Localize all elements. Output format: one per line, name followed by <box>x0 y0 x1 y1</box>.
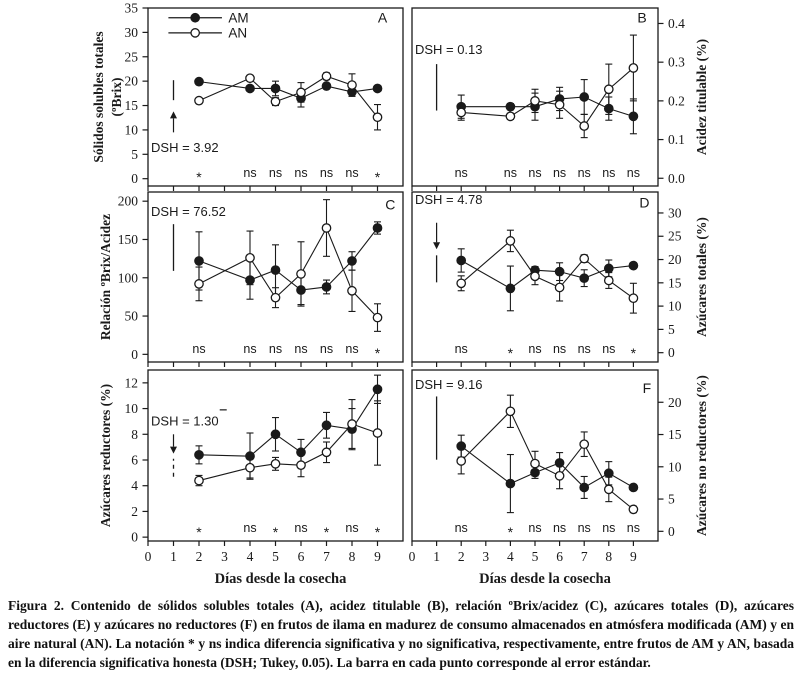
data-point-AN <box>605 85 613 93</box>
x-tick-label: 9 <box>374 549 381 564</box>
y-tick-label: 0.0 <box>668 170 685 186</box>
data-point-AN <box>195 280 203 288</box>
data-point-AN <box>271 293 279 301</box>
significance-marker: ns <box>345 166 359 180</box>
data-point-AN <box>373 113 381 121</box>
data-point-AN <box>195 96 203 104</box>
data-point-AM <box>580 93 588 101</box>
x-tick-label: 5 <box>272 549 279 564</box>
significance-marker: ns <box>345 342 359 356</box>
significance-marker: ns <box>577 342 591 356</box>
legend-label-AN: AN <box>228 25 248 41</box>
y-tick-label: 0.3 <box>668 54 685 70</box>
y-tick-label: 10 <box>124 401 138 417</box>
x-tick-label: 5 <box>531 549 539 564</box>
data-point-AN <box>246 464 254 472</box>
y-tick-label: 30 <box>668 205 682 221</box>
data-point-AN <box>348 81 356 89</box>
y-tick-label: 20 <box>124 73 138 89</box>
data-point-AN <box>246 74 254 82</box>
significance-marker: ns <box>626 166 641 180</box>
y-tick-label: 0 <box>668 523 675 539</box>
legend-marker-AN <box>191 29 199 37</box>
x-tick-label: 1 <box>170 549 177 564</box>
y-tick-label: 8 <box>131 426 138 442</box>
x-tick-label: 8 <box>605 549 613 564</box>
y-tick-label: 12 <box>124 375 138 391</box>
panel-label-B: B <box>637 9 647 26</box>
data-point-AM <box>605 469 613 477</box>
data-point-AM <box>271 84 279 92</box>
data-point-AM <box>580 483 588 491</box>
data-point-AN <box>322 224 330 232</box>
panel-F <box>409 370 709 564</box>
significance-marker: ns <box>552 166 567 180</box>
data-point-AN <box>506 112 514 120</box>
significance-marker: ns <box>528 166 542 180</box>
y-tick-label: 200 <box>117 193 138 209</box>
y-tick-label: 10 <box>124 122 138 138</box>
data-point-AN <box>531 272 539 280</box>
data-point-AM <box>457 256 465 264</box>
data-point-AM <box>195 77 203 85</box>
data-point-AM <box>246 84 254 92</box>
y-tick-label: 30 <box>124 24 138 40</box>
y-axis-title-C: Relación ºBrix/Acidez <box>98 213 113 341</box>
y-axis-title-E: Azúcares reductores (%) <box>98 383 113 528</box>
data-point-AN <box>322 448 330 456</box>
significance-marker: * <box>374 345 381 361</box>
x-tick-label: 1 <box>433 549 440 564</box>
y-tick-label: 2 <box>131 503 138 519</box>
data-point-AM <box>348 257 356 265</box>
data-point-AN <box>605 485 613 493</box>
data-point-AN <box>457 457 465 465</box>
dsh-label-D: DSH = 4.78 <box>414 191 483 207</box>
y-tick-label: 25 <box>668 228 682 244</box>
data-point-AM <box>506 284 514 292</box>
data-point-AN <box>531 459 539 467</box>
x-tick-label: 8 <box>348 549 356 564</box>
significance-marker: ns <box>528 342 542 356</box>
dsh-arrow-E <box>170 447 177 454</box>
dsh-arrow-A <box>170 111 177 118</box>
data-point-AN <box>348 420 356 428</box>
x-tick-label: 6 <box>556 549 563 564</box>
y-tick-label: 50 <box>124 308 138 324</box>
significance-marker: ns <box>243 521 257 535</box>
x-tick-label: 0 <box>408 549 416 564</box>
significance-marker: ns <box>577 521 591 535</box>
data-point-AN <box>271 97 279 105</box>
significance-marker: * <box>374 169 381 185</box>
significance-marker: ns <box>552 521 567 535</box>
data-point-AM <box>605 264 613 272</box>
dsh-label-C: DSH = 76.52 <box>151 203 226 219</box>
significance-marker: ns <box>294 342 308 356</box>
dsh-arrow-D <box>433 242 440 249</box>
x-tick-label: 2 <box>457 549 465 564</box>
plot-frame-E <box>148 370 403 541</box>
panel-A <box>91 1 403 192</box>
data-point-AN <box>629 294 637 302</box>
data-point-AM <box>271 266 279 274</box>
y-tick-label: 0 <box>131 346 138 362</box>
dsh-label-F: DSH = 9.16 <box>414 376 483 392</box>
panel-label-A: A <box>377 9 388 26</box>
panel-E <box>98 370 403 564</box>
y-tick-label: 15 <box>668 275 682 291</box>
y-tick-label: 150 <box>117 231 138 247</box>
x-tick-label: 7 <box>323 549 330 564</box>
data-point-AM <box>629 261 637 269</box>
data-point-AN <box>506 237 514 245</box>
y-tick-label: 0.4 <box>668 15 685 31</box>
y-tick-label: 0 <box>131 171 138 187</box>
significance-marker: ns <box>602 342 616 356</box>
legend <box>168 10 248 40</box>
panel-label-F: F <box>642 380 652 397</box>
y-tick-label: 20 <box>668 252 682 268</box>
data-point-AM <box>506 479 514 487</box>
data-point-AN <box>555 283 563 291</box>
data-point-AN <box>605 276 613 284</box>
y-axis-title-B: Acidez titulable (%) <box>694 38 709 156</box>
y-tick-label: 20 <box>668 394 682 410</box>
significance-marker: * <box>196 524 202 540</box>
y-axis-title-D: Azúcares totales (%) <box>694 217 709 337</box>
significance-marker: ns <box>319 166 334 180</box>
y-tick-label: 15 <box>668 427 682 443</box>
series-line-AN <box>461 411 633 509</box>
panel-C <box>98 192 403 367</box>
data-point-AN <box>629 64 637 72</box>
y-axis-title2-A: (ºBrix) <box>109 77 124 117</box>
dsh-label-B: DSH = 0.13 <box>414 42 483 58</box>
data-point-AN <box>580 440 588 448</box>
significance-marker: ns <box>192 342 206 356</box>
x-axis-title-left: Días desde la cosecha <box>214 571 347 587</box>
significance-marker: * <box>272 524 279 540</box>
significance-marker: * <box>507 345 514 361</box>
data-point-AN <box>373 313 381 321</box>
panel-label-D: D <box>639 194 650 211</box>
significance-marker: ns <box>503 166 518 180</box>
data-point-AM <box>506 102 514 110</box>
y-tick-label: 35 <box>124 0 138 16</box>
data-point-AM <box>195 257 203 265</box>
x-tick-label: 0 <box>144 549 152 564</box>
data-point-AM <box>373 84 381 92</box>
data-point-AN <box>506 407 514 415</box>
data-point-AM <box>195 451 203 459</box>
y-tick-label: 0.1 <box>668 132 685 148</box>
y-tick-label: 0 <box>668 345 675 361</box>
significance-marker: ns <box>602 166 616 180</box>
y-tick-label: 100 <box>117 270 138 286</box>
series-line-AM <box>461 446 633 487</box>
data-point-AM <box>322 421 330 429</box>
x-tick-label: 6 <box>297 549 305 564</box>
y-tick-label: 5 <box>668 491 675 507</box>
x-tick-label: 4 <box>507 549 514 564</box>
x-tick-label: 4 <box>246 549 254 564</box>
significance-marker: ns <box>268 166 283 180</box>
significance-marker: ns <box>454 521 468 535</box>
data-point-AN <box>297 88 305 96</box>
data-point-AN <box>348 287 356 295</box>
significance-marker: * <box>196 169 202 185</box>
y-tick-label: 0 <box>131 529 138 545</box>
data-point-AN <box>555 472 563 480</box>
data-point-AM <box>580 274 588 282</box>
y-tick-label: 5 <box>668 321 675 337</box>
significance-marker: ns <box>528 521 542 535</box>
data-point-AM <box>271 430 279 438</box>
x-tick-label: 7 <box>580 549 588 564</box>
data-point-AN <box>580 122 588 130</box>
panel-label-C: C <box>385 196 396 213</box>
data-point-AN <box>531 97 539 105</box>
x-tick-label: 3 <box>221 549 228 564</box>
significance-marker: ns <box>294 521 308 535</box>
y-axis-title-F: Azúcares no reductores (%) <box>694 375 709 536</box>
data-point-AN <box>246 254 254 262</box>
significance-marker: ns <box>243 342 257 356</box>
y-tick-label: 10 <box>668 298 682 314</box>
data-point-AN <box>457 279 465 287</box>
x-tick-label: 9 <box>630 549 637 564</box>
data-point-AN <box>580 254 588 262</box>
series-line-AN <box>199 228 378 318</box>
significance-marker: ns <box>268 342 283 356</box>
legend-label-AM: AM <box>228 10 249 26</box>
dsh-label-E: DSH = 1.30 <box>151 413 219 429</box>
x-tick-label: 2 <box>195 549 203 564</box>
data-point-AN <box>297 461 305 469</box>
y-tick-label: 4 <box>131 478 138 494</box>
data-point-AN <box>457 108 465 116</box>
significance-marker: ns <box>319 342 334 356</box>
panel-D <box>412 192 709 367</box>
y-tick-label: 5 <box>131 146 138 162</box>
data-point-AN <box>555 101 563 109</box>
significance-marker: * <box>507 524 514 540</box>
data-point-AM <box>373 224 381 232</box>
y-axis-title-A: Sólidos solubles totales <box>91 31 106 163</box>
legend-marker-AM <box>191 14 199 22</box>
significance-marker: ns <box>243 166 257 180</box>
y-tick-label: 25 <box>124 49 138 65</box>
y-tick-label: 15 <box>124 98 138 114</box>
x-tick-label: 3 <box>482 549 490 564</box>
data-point-AM <box>322 82 330 90</box>
data-point-AM <box>373 385 381 393</box>
data-point-AN <box>322 72 330 80</box>
significance-marker: ns <box>602 521 616 535</box>
panel-B <box>412 8 709 191</box>
data-point-AN <box>629 505 637 513</box>
data-point-AN <box>271 460 279 468</box>
significance-marker: ns <box>577 166 591 180</box>
significance-marker: ns <box>454 166 468 180</box>
x-axis-title-right: Días desde la cosecha <box>479 571 611 587</box>
significance-marker: ns <box>454 342 468 356</box>
data-point-AM <box>629 112 637 120</box>
data-point-AM <box>322 283 330 291</box>
data-point-AN <box>373 429 381 437</box>
dsh-label-A: DSH = 3.92 <box>151 139 219 155</box>
figure-caption: Figura 2. Contenido de sólidos solubles totales (A), acidez titulable (B), relación ºBrix/acidez (C), azúcares totales (D), azúcares reductores (E) y azúcares no reductores (F) en frutos de ilama en madurez de consumo almacenados en atmósfera modificada (AM) y en aire natural (AN). La notación * y ns indica diferencia significativa y no significativa, respectivamente, entre frutos de AM y AN, basada en la diferencia significativa honesta (DSH; Tukey, 0.05). La barra en cada punto corresponde al error estándar. <box>8 598 794 670</box>
significance-marker: ns <box>626 521 641 535</box>
y-tick-label: 10 <box>668 459 682 475</box>
significance-marker: ns <box>294 166 308 180</box>
data-point-AN <box>297 270 305 278</box>
data-point-AN <box>195 476 203 484</box>
y-tick-label: 6 <box>131 452 138 468</box>
significance-marker: ns <box>552 342 567 356</box>
y-tick-label: 0.2 <box>668 93 685 109</box>
significance-marker: ns <box>345 521 359 535</box>
significance-marker: * <box>374 524 381 540</box>
data-point-AM <box>629 483 637 491</box>
significance-marker: * <box>323 524 330 540</box>
significance-marker: * <box>630 345 637 361</box>
